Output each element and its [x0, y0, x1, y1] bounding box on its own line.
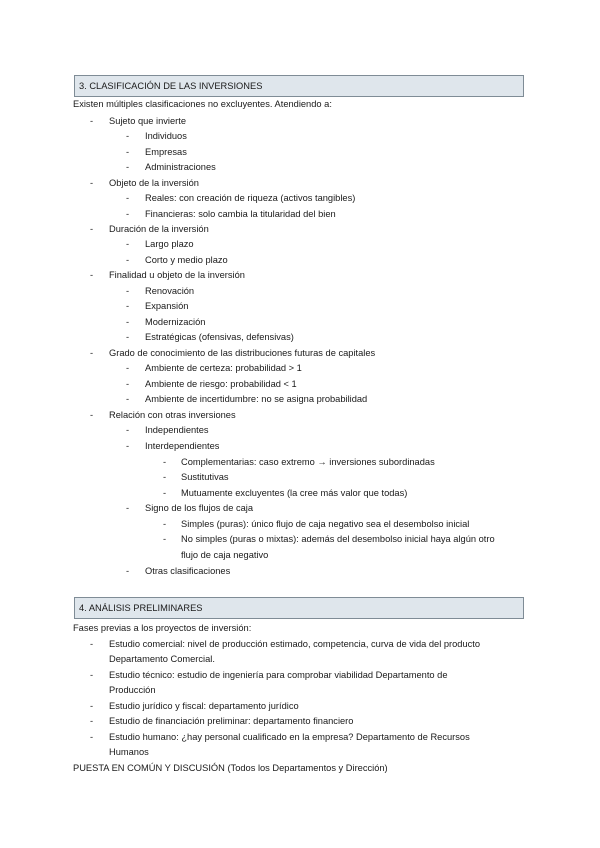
bullet-dash: - [126, 503, 130, 513]
list-item: Estudio humano: ¿hay personal cualificado en la empresa? Departamento de Recursos [109, 732, 470, 742]
list-item: Grado de conocimiento de las distribuciones futuras de capitales [109, 348, 376, 358]
bullet-dash: - [163, 488, 167, 498]
list-item: Finalidad u objeto de la inversión [109, 270, 245, 280]
list-item: Mutuamente excluyentes (la cree más valor que todas) [181, 488, 408, 498]
section-3-heading [74, 75, 524, 97]
bullet-dash: - [163, 534, 167, 544]
section-3-heading-text: 3. CLASIFICACIÓN DE LAS INVERSIONES [79, 81, 263, 91]
list-item: Estudio técnico: estudio de ingeniería para comprobar viabilidad Departamento de [109, 670, 448, 680]
bullet-dash: - [126, 301, 130, 311]
list-item: Largo plazo [145, 239, 194, 249]
list-item: Financieras: solo cambia la titularidad del bien [145, 209, 336, 219]
list-item: Estudio jurídico y fiscal: departamento jurídico [109, 701, 299, 711]
list-item: Complementarias: caso extremo → inversiones subordinadas [181, 457, 435, 467]
bullet-dash: - [90, 178, 94, 188]
bullet-dash: - [90, 224, 94, 234]
list-item-continuation: Humanos [109, 747, 149, 757]
bullet-dash: - [126, 209, 130, 219]
bullet-dash: - [126, 425, 130, 435]
list-item: Duración de la inversión [109, 224, 209, 234]
section-4-heading-text: 4. ANÁLISIS PRELIMINARES [79, 603, 203, 613]
bullet-dash: - [126, 255, 130, 265]
bullet-dash: - [90, 116, 94, 126]
bullet-dash: - [126, 286, 130, 296]
bullet-dash: - [126, 131, 130, 141]
list-item: Administraciones [145, 162, 216, 172]
bullet-dash: - [163, 472, 167, 482]
bullet-dash: - [90, 716, 94, 726]
bullet-dash: - [90, 732, 94, 742]
section-4-intro: Fases previas a los proyectos de inversión: [73, 623, 252, 633]
list-item: Ambiente de incertidumbre: no se asigna probabilidad [145, 394, 368, 404]
bullet-dash: - [126, 379, 130, 389]
bullet-dash: - [126, 193, 130, 203]
bullet-dash: - [163, 457, 167, 467]
list-item: No simples (puras o mixtas): además del desembolso inicial haya algún otro [181, 534, 495, 544]
list-item: Sustitutivas [181, 472, 229, 482]
list-item: Expansión [145, 301, 189, 311]
list-item: Objeto de la inversión [109, 178, 199, 188]
bullet-dash: - [126, 441, 130, 451]
list-item: Otras clasificaciones [145, 566, 231, 576]
bullet-dash: - [126, 147, 130, 157]
list-item: Ambiente de certeza: probabilidad > 1 [145, 363, 302, 373]
bullet-dash: - [126, 394, 130, 404]
list-item: Relación con otras inversiones [109, 410, 236, 420]
bullet-dash: - [90, 701, 94, 711]
list-item: Independientes [145, 425, 209, 435]
list-item-continuation: Departamento Comercial. [109, 654, 215, 664]
bullet-dash: - [90, 348, 94, 358]
list-item: Signo de los flujos de caja [145, 503, 254, 513]
section-4-closing: PUESTA EN COMÚN Y DISCUSIÓN (Todos los Departamentos y Dirección) [73, 763, 388, 773]
list-item: Reales: con creación de riqueza (activos tangibles) [145, 193, 356, 203]
list-item: Estratégicas (ofensivas, defensivas) [145, 332, 294, 342]
bullet-dash: - [126, 162, 130, 172]
bullet-dash: - [90, 410, 94, 420]
list-item: Sujeto que invierte [109, 116, 187, 126]
list-item-continuation: flujo de caja negativo [181, 550, 269, 560]
list-item: Simples (puras): único flujo de caja negativo sea el desembolso inicial [181, 519, 470, 529]
list-item: Interdependientes [145, 441, 220, 451]
bullet-dash: - [163, 519, 167, 529]
bullet-dash: - [126, 317, 130, 327]
bullet-dash: - [90, 270, 94, 280]
bullet-dash: - [90, 639, 94, 649]
bullet-dash: - [126, 332, 130, 342]
list-item: Ambiente de riesgo: probabilidad < 1 [145, 379, 297, 389]
list-item: Estudio de financiación preliminar: departamento financiero [109, 716, 354, 726]
section-3-intro: Existen múltiples clasificaciones no excluyentes. Atendiendo a: [73, 99, 332, 109]
list-item-continuation: Producción [109, 685, 156, 695]
bullet-dash: - [126, 363, 130, 373]
bullet-dash: - [126, 566, 130, 576]
list-item: Renovación [145, 286, 195, 296]
list-item: Corto y medio plazo [145, 255, 228, 265]
bullet-dash: - [126, 239, 130, 249]
list-item: Estudio comercial: nivel de producción estimado, competencia, curva de vida del producto [109, 639, 481, 649]
bullet-dash: - [90, 670, 94, 680]
section-4-heading [74, 597, 524, 619]
list-item: Empresas [145, 147, 187, 157]
list-item: Modernización [145, 317, 206, 327]
list-item: Individuos [145, 131, 187, 141]
